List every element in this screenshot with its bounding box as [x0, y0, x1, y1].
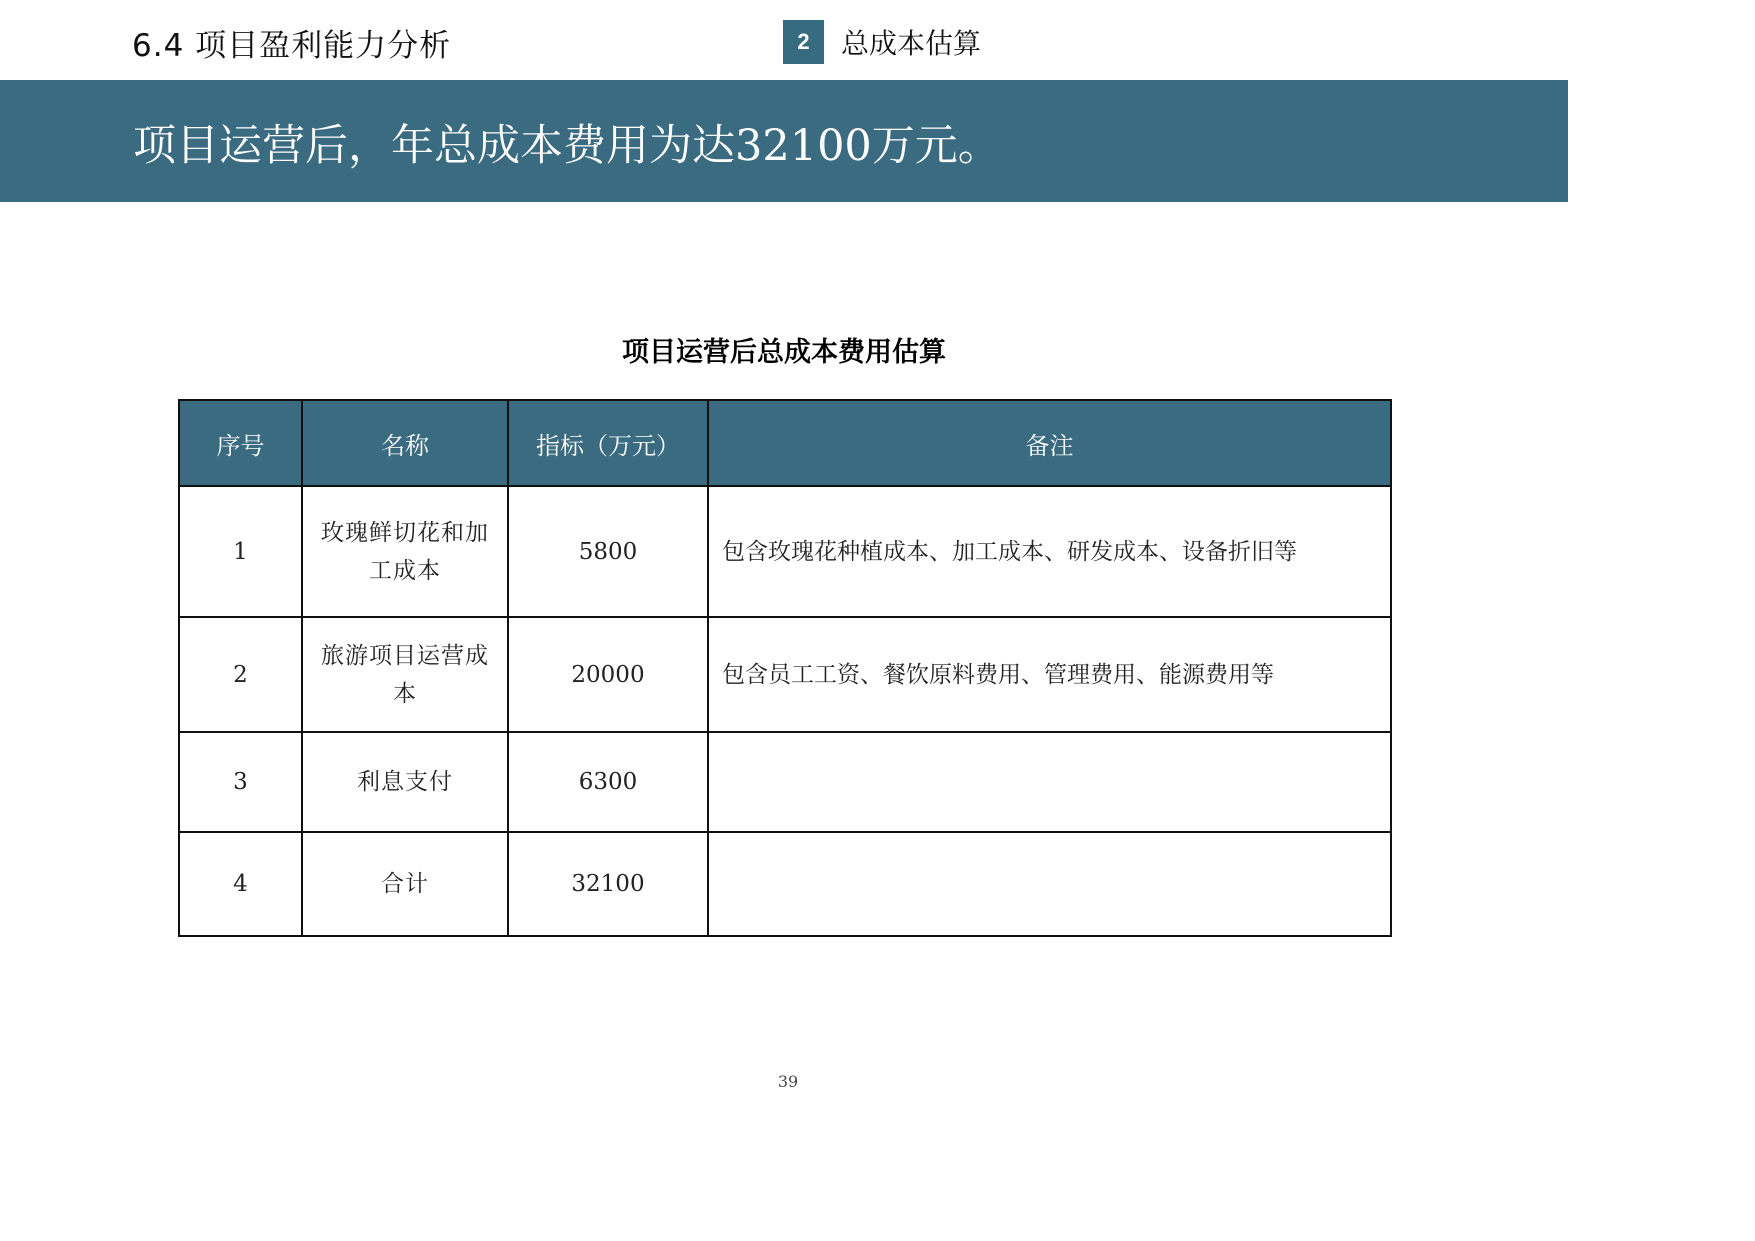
chapter-title: 总成本估算 [841, 27, 982, 60]
table-row [179, 732, 1391, 832]
cell-name-text: 合计 [381, 871, 429, 897]
cell-no: 1 [179, 486, 302, 617]
table-row [179, 617, 1391, 732]
header-value: 指标（万元） [508, 400, 708, 486]
chapter-heading [783, 20, 981, 64]
cell-no: 3 [179, 732, 302, 832]
headline-text: 项目运营后，年总成本费用为达32100万元。 [133, 121, 1001, 171]
cell-no: 4 [179, 832, 302, 936]
cell-no: 2 [179, 617, 302, 732]
cell-name-text: 玫瑰鲜切花和加工成本 [321, 519, 489, 584]
cell-name [302, 486, 508, 617]
cell-name [302, 617, 508, 732]
chapter-number-badge: 2 [783, 20, 824, 64]
cell-name [302, 732, 508, 832]
cell-note [708, 732, 1391, 832]
table-caption: 项目运营后总成本费用估算 [622, 337, 946, 368]
cell-value: 5800 [508, 486, 708, 617]
cell-value: 32100 [508, 832, 708, 936]
cell-name-text: 利息支付 [357, 769, 453, 795]
cell-value: 6300 [508, 732, 708, 832]
page-number: 39 [777, 1072, 799, 1091]
header-no: 序号 [179, 400, 302, 486]
header-name: 名称 [302, 400, 508, 486]
cell-note: 包含玫瑰花种植成本、加工成本、研发成本、设备折旧等 [708, 486, 1391, 617]
section-title: 6.4 项目盈利能力分析 [132, 28, 452, 64]
header-note: 备注 [708, 400, 1391, 486]
cell-value: 20000 [508, 617, 708, 732]
cell-name-text: 旅游项目运营成本 [321, 642, 489, 707]
cell-note [708, 832, 1391, 936]
cost-table [178, 399, 1392, 937]
table-header-row [179, 400, 1391, 486]
table-row [179, 486, 1391, 617]
cell-name [302, 832, 508, 936]
cell-note: 包含员工工资、餐饮原料费用、管理费用、能源费用等 [708, 617, 1391, 732]
table-row [179, 832, 1391, 936]
